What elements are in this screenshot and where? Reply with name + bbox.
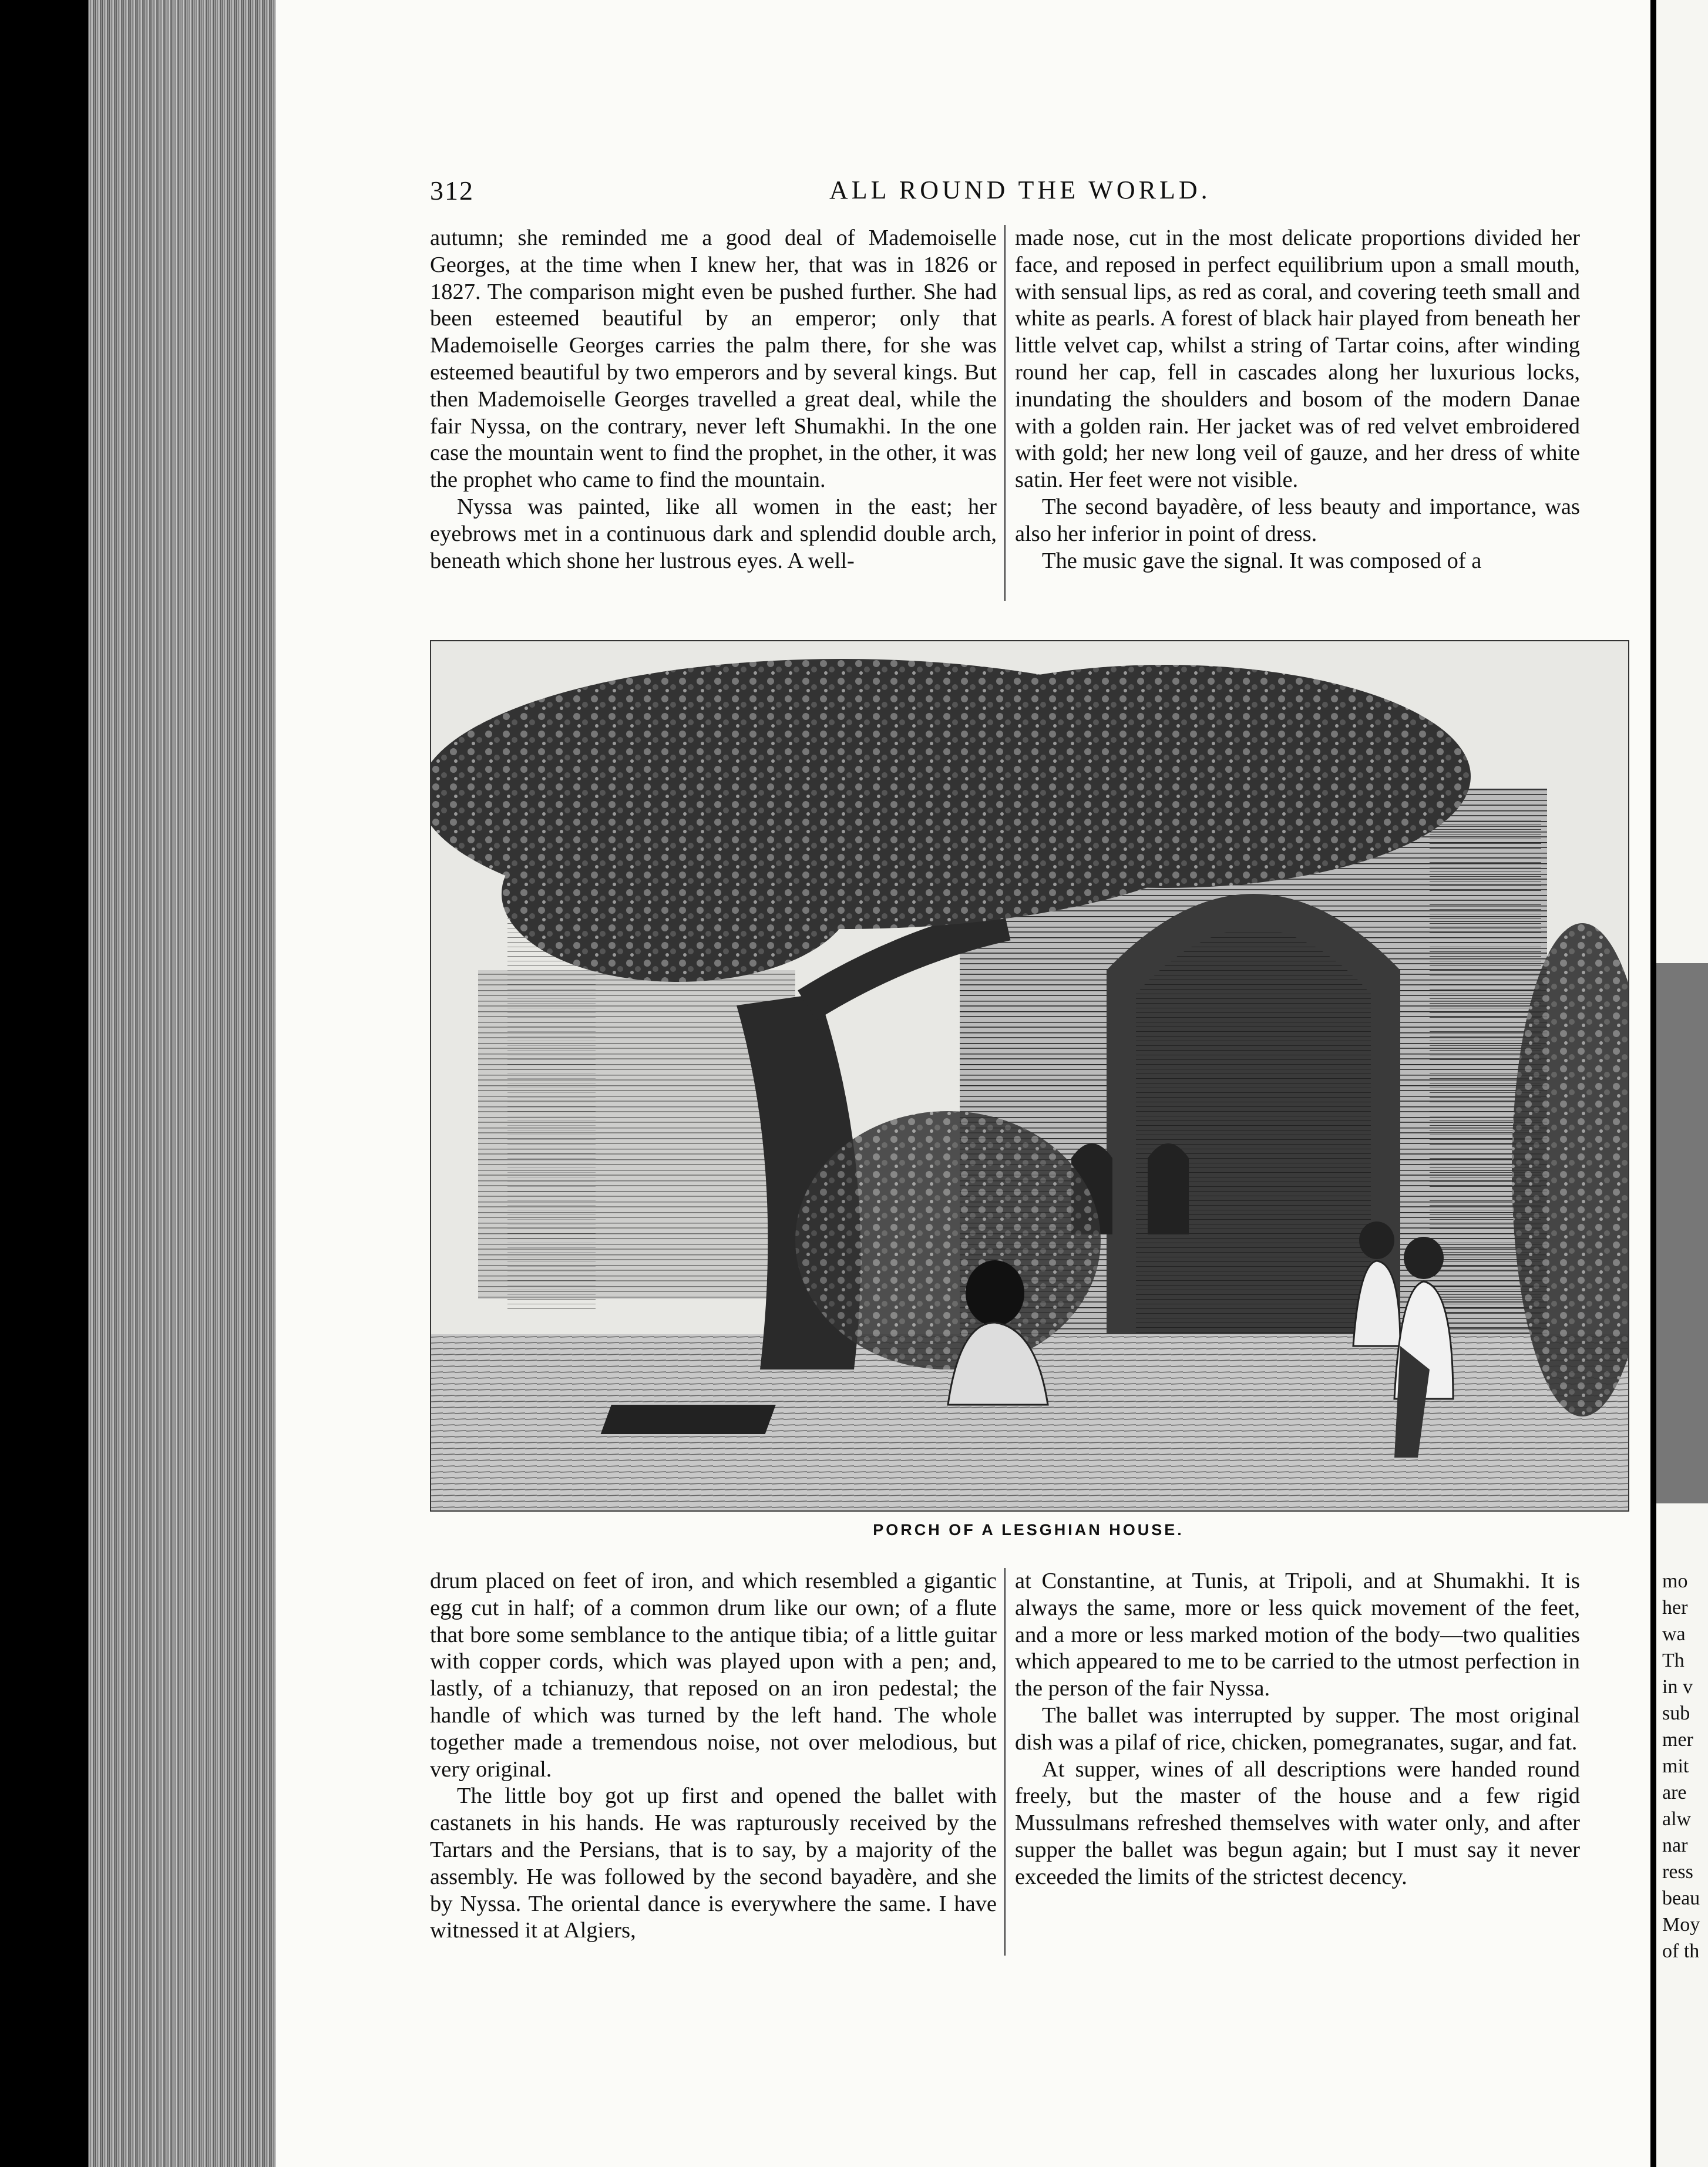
- facing-page-text-fragment: sub: [1662, 1702, 1690, 1724]
- facing-page-fragment: [1656, 0, 1708, 2167]
- facing-page-text-fragment: ress: [1662, 1861, 1693, 1883]
- facing-page-text-fragment: of th: [1662, 1940, 1700, 1962]
- paragraph: autumn; she reminded me a good deal of Mademoiselle Georges, at the time when I knew her, that was in 1826 or 1827. The comparison might even be pushed further. She had been esteemed beautiful by an emperor; only that Mademoiselle Georges carries the palm there, for she was esteemed beautiful by two emperors and by several kings. But then Mademoiselle Georges travelled a great deal, while the fair Nyssa, on the contrary, never left Shumakhi. In the one case the mountain went to find the prophet, in the other, it was the prophet who came to find the mountain.: [430, 226, 997, 493]
- facing-page-text-fragment: mit: [1662, 1755, 1689, 1777]
- facing-page-text-fragment: in v: [1662, 1676, 1693, 1698]
- facing-page-illustration-fragment: [1656, 963, 1708, 1503]
- facing-page-text-fragment: are: [1662, 1782, 1687, 1803]
- facing-page-text-fragment: alw: [1662, 1808, 1692, 1830]
- paragraph: The little boy got up first and opened the ballet with castanets in his hands. He was rapturously received by the Tartars and the Persians, that is to say, by a majority of the assembly. He was followed by the second bayadère, and she by Nyssa. The oriental dance is everywhere the same. I have witnessed it at Algiers,: [430, 1784, 997, 1943]
- facing-page-text-fragment: nar: [1662, 1835, 1688, 1856]
- column-divider-bottom: [1004, 1568, 1006, 1956]
- page-header: [430, 175, 1627, 216]
- facing-page-text-fragment: mer: [1662, 1729, 1693, 1751]
- book-page-edges: [88, 0, 288, 2167]
- paragraph: The second bayadère, of less beauty and importance, was also her inferior in point of dress.: [1015, 494, 1580, 546]
- illustration-caption: PORCH OF A LESGHIAN HOUSE.: [873, 1521, 1184, 1539]
- facing-page-text-fragment: her: [1662, 1597, 1688, 1618]
- facing-page-text-fragment: Th: [1662, 1650, 1685, 1671]
- page-number: 312: [430, 176, 474, 206]
- paragraph: Nyssa was painted, like all women in the east; her eyebrows met in a continuous dark and splendid double arch, beneath which shone her lustrous eyes. A well-: [430, 494, 997, 573]
- engraving-illustration: [430, 640, 1629, 1512]
- book-page: [276, 0, 1650, 2167]
- paragraph: The music gave the signal. It was composed of a: [1042, 548, 1482, 573]
- text-column-bottom-left: [430, 1568, 997, 1944]
- paragraph: At supper, wines of all descriptions were handed round freely, but the master of the house and a few rigid Mussulmans refreshed themselves with water only, and after supper the ballet was begun again; but I must say it never exceeded the limits of the strictest decency.: [1015, 1757, 1580, 1889]
- facing-page-text-fragment: mo: [1662, 1570, 1688, 1592]
- text-column-top-left: [430, 225, 997, 574]
- paragraph: made nose, cut in the most delicate proportions divided her face, and reposed in perfect equilibrium upon a small mouth, with sensual lips, as red as coral, and covering teeth small and white as pearls. A forest of black hair played from beneath her little velvet cap, whilst a string of Tartar coins, after winding round her cap, fell in cascades along her luxurious locks, inundating the shoulders and bosom of the modern Danae with a golden rain. Her jacket was of red velvet embroidered with gold; her new long veil of gauze, and her dress of white satin. Her feet were not visible.: [1015, 226, 1580, 493]
- porch-engraving: [431, 641, 1628, 1510]
- running-title: ALL ROUND THE WORLD.: [829, 176, 1211, 204]
- paragraph: The ballet was interrupted by supper. The most original dish was a pilaf of rice, chicken, pomegranates, sugar, and fat.: [1015, 1702, 1580, 1755]
- column-divider-top: [1004, 225, 1006, 601]
- facing-page-text-fragment: wa: [1662, 1623, 1686, 1645]
- paragraph: at Constantine, at Tunis, at Tripoli, and at Shumakhi. It is always the same, more or less quick movement of the feet, and a more or less marked motion of the body—two qualities which appeared to me to be carried to the utmost perfection in the person of the fair Nyssa.: [1015, 1569, 1580, 1701]
- text-column-bottom-right: [1015, 1568, 1580, 1891]
- facing-page-text-fragment: Moy: [1662, 1914, 1700, 1936]
- text-column-top-right: [1015, 225, 1580, 574]
- facing-page-text-fragment: beau: [1662, 1887, 1700, 1909]
- paragraph: drum placed on feet of iron, and which resembled a gigantic egg cut in half; of a common drum like our own; of a flute that bore some semblance to the antique tibia; of a little guitar with copper cords, which was played upon with a pen; and, lastly, of a tchianuzy, that reposed on an iron pedestal; the handle of which was turned by the left hand. The whole together made a tremendous noise, not over melodious, but very original.: [430, 1569, 997, 1782]
